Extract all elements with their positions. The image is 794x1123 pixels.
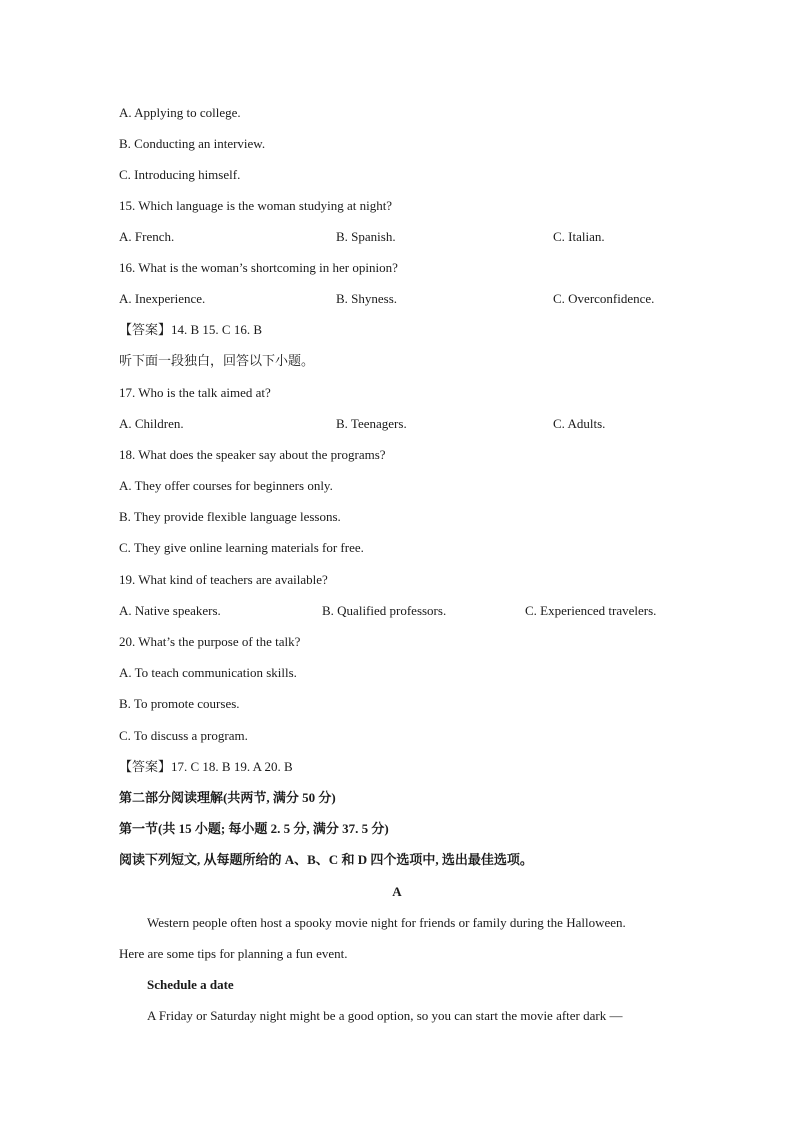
q17-option-a: A. Children. <box>119 416 184 431</box>
q18-option-c: C. They give online learning materials for free. <box>119 540 364 555</box>
q19-option-b: B. Qualified professors. <box>322 603 447 618</box>
passage-paragraph-2-line-1: A Friday or Saturday night might be a good option, so you can start the movie after dark — <box>147 1008 623 1023</box>
q16-option-a: A. Inexperience. <box>119 291 206 306</box>
q19-option-a: A. Native speakers. <box>119 603 221 618</box>
q18-option-a: A. They offer courses for beginners only. <box>119 478 333 493</box>
q16-option-c: C. Overconfidence. <box>553 291 655 306</box>
q15-option-a: A. French. <box>119 229 175 244</box>
q15-question: 15. Which language is the woman studying at night? <box>119 198 393 213</box>
part2-heading: 第二部分阅读理解(共两节, 满分 50 分) <box>119 790 336 805</box>
q19-option-c: C. Experienced travelers. <box>525 603 657 618</box>
monologue-instruction: 听下面一段独白，回答以下小题。 <box>119 353 315 368</box>
q19-question: 19. What kind of teachers are available? <box>119 572 328 587</box>
q16-question: 16. What is the woman’s shortcoming in her opinion? <box>119 260 398 275</box>
q15-option-b: B. Spanish. <box>336 229 396 244</box>
passage-label: A <box>392 884 402 899</box>
section1-heading: 第一节(共 15 小题; 每小题 2. 5 分, 满分 37. 5 分) <box>119 821 389 836</box>
q18-option-b: B. They provide flexible language lessons. <box>119 509 341 524</box>
q18-question: 18. What does the speaker say about the programs? <box>119 447 386 462</box>
q17-option-b: B. Teenagers. <box>336 416 407 431</box>
q14-option-c: C. Introducing himself. <box>119 167 241 182</box>
q20-option-a: A. To teach communication skills. <box>119 665 297 680</box>
q20-option-c: C. To discuss a program. <box>119 728 248 743</box>
q20-question: 20. What’s the purpose of the talk? <box>119 634 301 649</box>
q14-option-b: B. Conducting an interview. <box>119 136 266 151</box>
answer-key-1: 【答案】14. B 15. C 16. B <box>119 322 263 337</box>
q14-option-a: A. Applying to college. <box>119 105 241 120</box>
q16-option-b: B. Shyness. <box>336 291 398 306</box>
reading-instruction: 阅读下列短文, 从每题所给的 A、B、C 和 D 四个选项中, 选出最佳选项。 <box>119 852 533 867</box>
q20-option-b: B. To promote courses. <box>119 696 240 711</box>
passage-paragraph-1-line-1: Western people often host a spooky movie night for friends or family during the Halloween. <box>147 915 626 930</box>
q17-option-c: C. Adults. <box>553 416 606 431</box>
passage-paragraph-1-line-2: Here are some tips for planning a fun event. <box>119 946 348 961</box>
answer-key-2: 【答案】17. C 18. B 19. A 20. B <box>119 759 293 774</box>
q17-question: 17. Who is the talk aimed at? <box>119 385 271 400</box>
passage-subheading: Schedule a date <box>147 977 234 992</box>
q15-option-c: C. Italian. <box>553 229 605 244</box>
